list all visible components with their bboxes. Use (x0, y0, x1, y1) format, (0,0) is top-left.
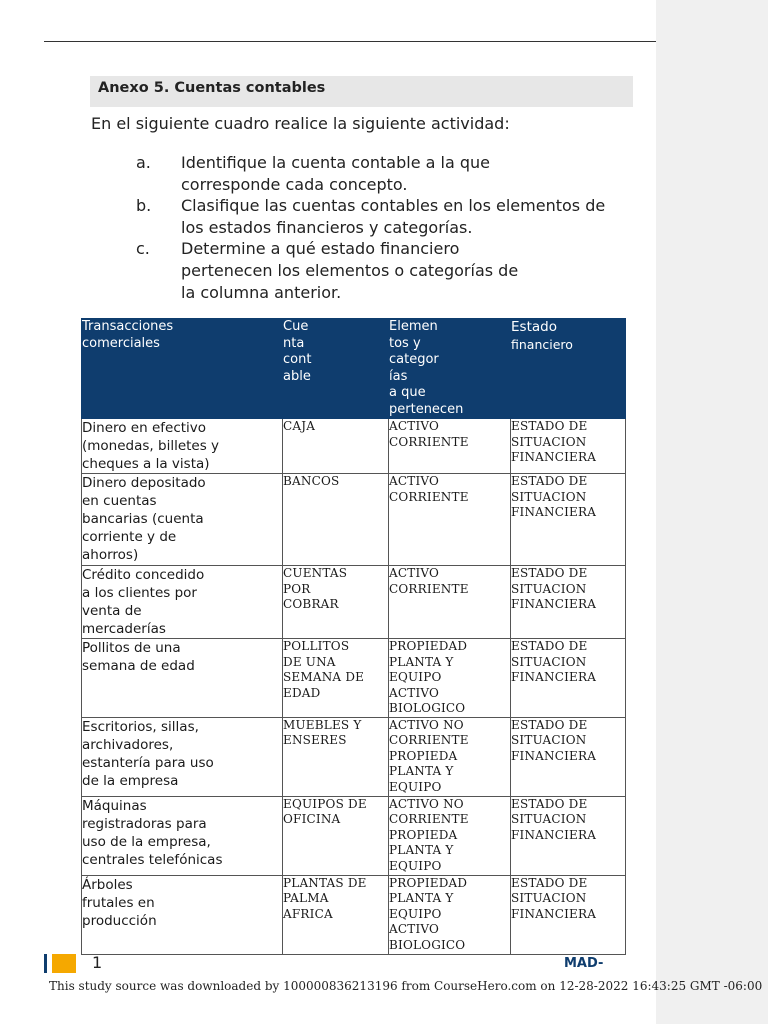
table-row (82, 717, 626, 796)
col-header-statement-sub: financiero (511, 336, 573, 352)
col-header-elements: Elemen tos y categor ías a que pertenecen (389, 319, 511, 419)
cell-statement: ESTADO DE SITUACION FINANCIERA (511, 875, 626, 954)
instruction-letter: c. (136, 239, 150, 258)
footer-accent-square (52, 954, 76, 973)
page-number: 1 (92, 953, 103, 972)
table-header-row (82, 319, 626, 419)
cell-element: PROPIEDAD PLANTA Y EQUIPO ACTIVO BIOLOGICO (389, 875, 511, 954)
footer-code: MAD- (564, 956, 604, 971)
cell-account: PLANTAS DE PALMA AFRICA (283, 875, 389, 954)
cell-statement: ESTADO DE SITUACION FINANCIERA (511, 717, 626, 796)
cell-concept: Máquinas registradoras para uso de la empresa, centrales telefónicas (82, 796, 283, 875)
cell-element: ACTIVO NO CORRIENTE PROPIEDA PLANTA Y EQUIPO (389, 796, 511, 875)
accounts-table (81, 318, 626, 955)
cell-account: CAJA (283, 419, 389, 474)
instruction-letter: a. (136, 153, 151, 172)
table-row (82, 796, 626, 875)
cell-element: ACTIVO CORRIENTE (389, 474, 511, 566)
cell-concept: Árboles frutales en producción (82, 875, 283, 954)
source-watermark-line: This study source was downloaded by 100000836213196 from CourseHero.com on 12-28-2022 16:43:25 GMT -06:00 (49, 979, 763, 993)
cell-statement: ESTADO DE SITUACION FINANCIERA (511, 566, 626, 639)
instruction-text: Determine a qué estado financiero pertenecen los elementos o categorías de la columna anterior. (181, 239, 519, 302)
cell-concept: Crédito concedido a los clientes por venta de mercaderías (82, 566, 283, 639)
cell-account: BANCOS (283, 474, 389, 566)
table-row (82, 566, 626, 639)
instruction-text: Identifique la cuenta contable a la que corresponde cada concepto. (181, 153, 491, 194)
cell-element: PROPIEDAD PLANTA Y EQUIPO ACTIVO BIOLOGICO (389, 639, 511, 718)
cell-statement: ESTADO DE SITUACION FINANCIERA (511, 639, 626, 718)
footer-accent-bar (44, 954, 47, 973)
col-header-statement (511, 319, 626, 419)
cell-element: ACTIVO CORRIENTE (389, 566, 511, 639)
cell-element: ACTIVO CORRIENTE (389, 419, 511, 474)
comment-side-panel (656, 0, 768, 1024)
cell-statement: ESTADO DE SITUACION FINANCIERA (511, 419, 626, 474)
cell-statement: ESTADO DE SITUACION FINANCIERA (511, 474, 626, 566)
instruction-letter: b. (136, 196, 152, 215)
cell-concept: Dinero depositado en cuentas bancarias (cuenta corriente y de ahorros) (82, 474, 283, 566)
cell-concept: Escritorios, sillas, archivadores, estantería para uso de la empresa (82, 717, 283, 796)
table-row (82, 419, 626, 474)
cell-account: MUEBLES Y ENSERES (283, 717, 389, 796)
intro-text: En el siguiente cuadro realice la siguiente actividad: (91, 114, 510, 133)
cell-account: POLLITOS DE UNA SEMANA DE EDAD (283, 639, 389, 718)
cell-account: CUENTAS POR COBRAR (283, 566, 389, 639)
cell-element: ACTIVO NO CORRIENTE PROPIEDA PLANTA Y EQUIPO (389, 717, 511, 796)
cell-statement: ESTADO DE SITUACION FINANCIERA (511, 796, 626, 875)
table-row (82, 474, 626, 566)
col-header-statement-main: Estado (511, 319, 557, 335)
instruction-text: Clasifique las cuentas contables en los elementos de los estados financieros y categorías. (181, 196, 606, 237)
cell-concept: Pollitos de una semana de edad (82, 639, 283, 718)
cell-concept: Dinero en efectivo (monedas, billetes y cheques a la vista) (82, 419, 283, 474)
col-header-transactions: Transacciones comerciales (82, 319, 283, 419)
table-row (82, 639, 626, 718)
cell-account: EQUIPOS DE OFICINA (283, 796, 389, 875)
table-row (82, 875, 626, 954)
col-header-account: Cue nta cont able (283, 319, 389, 419)
top-rule (44, 41, 656, 42)
section-title: Anexo 5. Cuentas contables (98, 80, 326, 96)
